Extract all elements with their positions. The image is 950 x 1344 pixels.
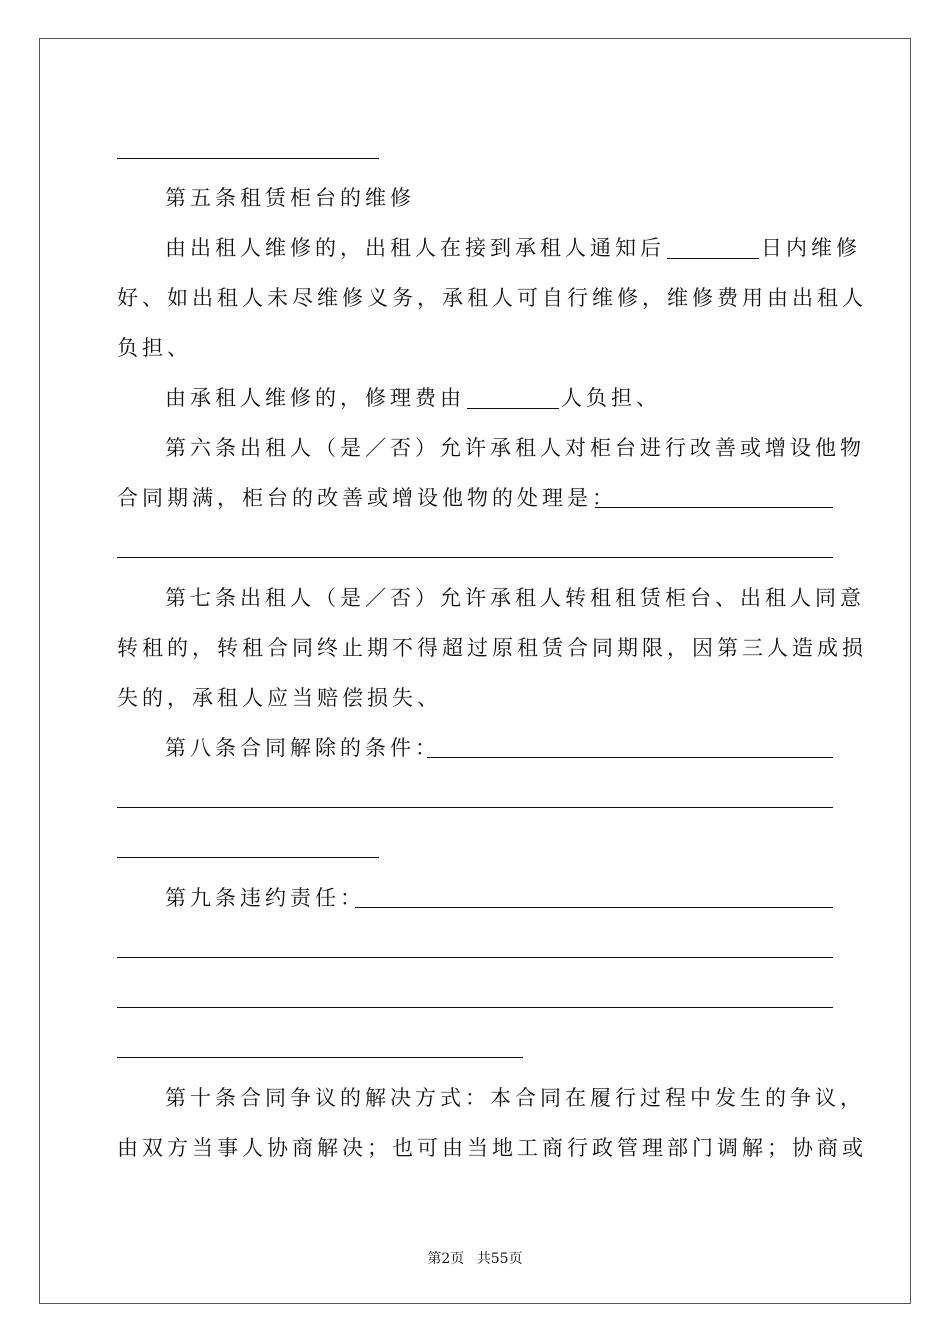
article7-line2: 转租的，转租合同终止期不得超过原租赁合同期限，因第三人造成损 — [117, 636, 867, 660]
page-border — [39, 38, 911, 1304]
blank-party — [467, 388, 559, 409]
article7-line3: 失的，承租人应当赔偿损失、 — [117, 686, 442, 710]
blank-line — [117, 158, 379, 159]
page-number: 第2页 — [427, 1251, 465, 1267]
blank-days — [667, 238, 759, 259]
blank-line — [117, 557, 833, 558]
blank-line — [117, 1057, 523, 1058]
article5-p2-text-b: 人负担、 — [561, 386, 661, 410]
blank-line — [117, 957, 833, 958]
article5-title: 第五条租赁柜台的维修 — [165, 186, 415, 210]
article9-label: 第九条违约责任： — [165, 886, 365, 910]
article5-p1-text-a: 由出租人维修的，出租人在接到承租人通知后 — [165, 236, 665, 260]
article8-label: 第八条合同解除的条件： — [165, 736, 440, 760]
blank-line — [595, 507, 833, 508]
blank-line — [117, 1007, 833, 1008]
article10-line2: 由双方当事人协商解决；也可由当地工商行政管理部门调解；协商或 — [117, 1136, 867, 1160]
article5-paragraph1-line1 — [165, 233, 861, 263]
page-footer — [0, 1248, 950, 1268]
article5-paragraph2 — [165, 383, 661, 413]
article6-line1: 第六条出租人（是／否）允许承租人对柜台进行改善或增设他物 — [165, 436, 865, 460]
article5-p2-text-a: 由承租人维修的，修理费由 — [165, 386, 465, 410]
article6-line2: 合同期满，柜台的改善或增设他物的处理是： — [117, 486, 617, 510]
article5-paragraph1-line3: 负担、 — [117, 336, 192, 360]
article5-p1-text-b: 日内维修 — [761, 236, 861, 260]
article7-line1: 第七条出租人（是／否）允许承租人转租租赁柜台、出租人同意 — [165, 586, 865, 610]
blank-line — [117, 807, 833, 808]
article5-paragraph1-line2: 好、如出租人未尽维修义务，承租人可自行维修，维修费用由出租人 — [117, 286, 867, 310]
blank-line — [355, 907, 833, 908]
blank-line — [427, 757, 833, 758]
page-total: 共55页 — [476, 1251, 523, 1267]
article10-line1: 第十条合同争议的解决方式：本合同在履行过程中发生的争议， — [165, 1086, 865, 1110]
blank-line — [117, 857, 379, 858]
